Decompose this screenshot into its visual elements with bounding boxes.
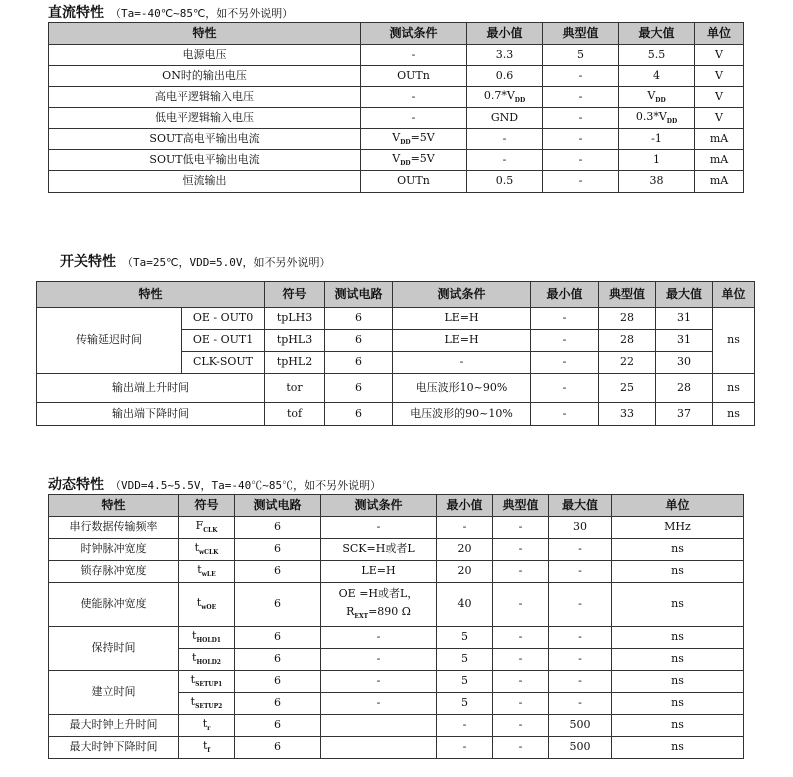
sw-header-cond: 测试条件 xyxy=(393,282,531,308)
dyn-circ: 6 xyxy=(235,627,321,649)
dyn-unit: ns xyxy=(612,539,744,561)
dc-table xyxy=(48,22,744,193)
dyn-header-param: 特性 xyxy=(49,495,179,517)
dyn-header-circ: 测试电路 xyxy=(235,495,321,517)
sw-header-unit: 单位 xyxy=(713,282,755,308)
dc-max: 38 xyxy=(619,171,695,193)
sw-delay-label: 传输延迟时间 xyxy=(37,308,182,374)
dc-header-typ: 典型值 xyxy=(543,23,619,45)
sw-delay-unit: ns xyxy=(713,308,755,374)
dyn-circ: 6 xyxy=(235,671,321,693)
dc-cond: - xyxy=(361,108,467,129)
dc-cond-tail: =5V xyxy=(410,151,435,165)
sw-sym: tpLH3 xyxy=(265,308,325,330)
table-row xyxy=(49,87,744,108)
dc-max-sub: DD xyxy=(666,117,678,125)
dyn-cond-sub: EXT xyxy=(354,613,369,621)
table-row xyxy=(49,715,744,737)
dc-title: 直流特性 xyxy=(48,5,104,21)
sw-fall-unit: ns xyxy=(713,403,755,426)
dyn-max: - xyxy=(549,671,612,693)
sw-fall-typ: 33 xyxy=(599,403,656,426)
table-row xyxy=(49,108,744,129)
table-row xyxy=(49,561,744,583)
dyn-cond: - xyxy=(321,649,437,671)
sw-cond: LE=H xyxy=(393,330,531,352)
dyn-unit: ns xyxy=(612,583,744,627)
dc-typ: - xyxy=(543,87,619,108)
dyn-circ: 6 xyxy=(235,737,321,759)
dc-param: ON时的输出电压 xyxy=(49,66,361,87)
sw-header-param: 特性 xyxy=(37,282,265,308)
dyn-cond-line1: OE =H或者L， xyxy=(338,587,419,601)
dyn-min: - xyxy=(437,715,493,737)
dyn-typ: - xyxy=(493,737,549,759)
sw-table xyxy=(36,281,755,426)
dyn-cond: - xyxy=(321,627,437,649)
dc-header-max: 最大值 xyxy=(619,23,695,45)
dc-cond: - xyxy=(361,45,467,66)
dyn-unit: ns xyxy=(612,561,744,583)
sw-typ: 28 xyxy=(599,308,656,330)
dc-typ: - xyxy=(543,108,619,129)
dc-param: 高电平逻辑输入电压 xyxy=(49,87,361,108)
dc-unit: mA xyxy=(695,171,744,193)
table-row xyxy=(49,583,744,627)
sw-fall-sym: tof xyxy=(265,403,325,426)
sw-header-min: 最小值 xyxy=(531,282,599,308)
sw-rise-unit: ns xyxy=(713,374,755,403)
sw-fall-cond: 电压波形的90~10% xyxy=(393,403,531,426)
dyn-max: 30 xyxy=(549,517,612,539)
dyn-sym-sub: wOE xyxy=(201,604,217,612)
dc-typ: - xyxy=(543,150,619,171)
dc-cond-text: V xyxy=(392,130,401,144)
dc-header-min: 最小值 xyxy=(467,23,543,45)
dyn-max: - xyxy=(549,693,612,715)
dyn-typ: - xyxy=(493,649,549,671)
sw-max: 31 xyxy=(656,308,713,330)
dyn-section-title xyxy=(48,474,381,494)
dyn-note: （VDD=4.5~5.5V，Ta=-40℃~85℃，如不另外说明） xyxy=(110,479,382,492)
dyn-max: 500 xyxy=(549,715,612,737)
dc-cond: - xyxy=(361,87,467,108)
dc-min: - xyxy=(467,150,543,171)
dyn-min: 5 xyxy=(437,649,493,671)
dyn-min: - xyxy=(437,737,493,759)
table-row xyxy=(37,308,755,330)
dyn-max: - xyxy=(549,649,612,671)
dc-max: 4 xyxy=(619,66,695,87)
sw-circ: 6 xyxy=(325,308,393,330)
sw-sym: tpHL2 xyxy=(265,352,325,374)
dyn-sym-sub: SETUP2 xyxy=(195,703,223,711)
dc-unit: mA xyxy=(695,129,744,150)
dyn-sym-sub: SETUP1 xyxy=(195,681,223,689)
dc-max: -1 xyxy=(619,129,695,150)
dc-typ: - xyxy=(543,129,619,150)
dyn-typ: - xyxy=(493,627,549,649)
dyn-cond: - xyxy=(321,517,437,539)
dyn-cond: - xyxy=(321,693,437,715)
dyn-sym-sub: wCLK xyxy=(199,549,219,557)
dc-header-cond: 测试条件 xyxy=(361,23,467,45)
dyn-typ: - xyxy=(493,715,549,737)
dyn-header-cond: 测试条件 xyxy=(321,495,437,517)
sw-section-title xyxy=(60,251,330,271)
dc-cond: OUTn xyxy=(361,171,467,193)
dyn-sym xyxy=(179,627,235,649)
dyn-param: 串行数据传输频率 xyxy=(49,517,179,539)
dc-max-text: V xyxy=(647,88,656,102)
table-row xyxy=(49,171,744,193)
dyn-sym-sub: wLE xyxy=(201,571,216,579)
dc-param: 恒流输出 xyxy=(49,171,361,193)
sw-rise-circ: 6 xyxy=(325,374,393,403)
dyn-table xyxy=(48,494,744,759)
dyn-sym xyxy=(179,583,235,627)
sw-rise-cond: 电压波形10~90% xyxy=(393,374,531,403)
dc-unit: mA xyxy=(695,150,744,171)
dc-cond xyxy=(361,129,467,150)
table-row xyxy=(49,129,744,150)
dc-unit: V xyxy=(695,66,744,87)
dc-max: 5.5 xyxy=(619,45,695,66)
dyn-param: 最大时钟上升时间 xyxy=(49,715,179,737)
dc-min-sub: DD xyxy=(514,96,526,104)
sw-fall-circ: 6 xyxy=(325,403,393,426)
table-row xyxy=(49,45,744,66)
sw-cond: - xyxy=(393,352,531,374)
sw-min: - xyxy=(531,352,599,374)
dyn-sym-text: t xyxy=(192,651,197,665)
dyn-sym-text: t xyxy=(197,563,202,577)
sw-sub: OE - OUT1 xyxy=(182,330,265,352)
dyn-min: 20 xyxy=(437,539,493,561)
dyn-circ: 6 xyxy=(235,561,321,583)
table-row xyxy=(49,737,744,759)
sw-max: 30 xyxy=(656,352,713,374)
dc-note: （Ta=-40℃~85℃，如不另外说明） xyxy=(110,7,294,20)
dyn-cond xyxy=(321,737,437,759)
sw-rise-sym: tor xyxy=(265,374,325,403)
dc-max xyxy=(619,108,695,129)
dyn-circ: 6 xyxy=(235,715,321,737)
dc-unit: V xyxy=(695,87,744,108)
dyn-hold-label: 保持时间 xyxy=(49,627,179,671)
dc-min: 0.5 xyxy=(467,171,543,193)
dyn-circ: 6 xyxy=(235,539,321,561)
dc-section-title xyxy=(48,2,293,22)
table-row xyxy=(37,403,755,426)
sw-sub: OE - OUT0 xyxy=(182,308,265,330)
dyn-header-max: 最大值 xyxy=(549,495,612,517)
dc-param: 电源电压 xyxy=(49,45,361,66)
dyn-sym-text: F xyxy=(195,519,204,533)
dyn-header-typ: 典型值 xyxy=(493,495,549,517)
dyn-cond: - xyxy=(321,671,437,693)
dyn-unit: ns xyxy=(612,671,744,693)
dyn-param: 时钟脉冲宽度 xyxy=(49,539,179,561)
dc-typ: - xyxy=(543,66,619,87)
dyn-title: 动态特性 xyxy=(48,477,104,493)
sw-circ: 6 xyxy=(325,330,393,352)
dyn-header-sym: 符号 xyxy=(179,495,235,517)
dyn-unit: ns xyxy=(612,627,744,649)
dc-min: 0.6 xyxy=(467,66,543,87)
dyn-min: - xyxy=(437,517,493,539)
table-row xyxy=(49,671,744,693)
sw-min: - xyxy=(531,330,599,352)
sw-header-typ: 典型值 xyxy=(599,282,656,308)
dyn-unit: ns xyxy=(612,649,744,671)
dyn-setup-label: 建立时间 xyxy=(49,671,179,715)
dyn-typ: - xyxy=(493,517,549,539)
dyn-sym xyxy=(179,737,235,759)
dyn-max: - xyxy=(549,539,612,561)
sw-min: - xyxy=(531,308,599,330)
sw-typ: 22 xyxy=(599,352,656,374)
dc-max xyxy=(619,87,695,108)
dyn-max: 500 xyxy=(549,737,612,759)
dyn-sym xyxy=(179,671,235,693)
dyn-unit: MHz xyxy=(612,517,744,539)
sw-header-max: 最大值 xyxy=(656,282,713,308)
dyn-sym xyxy=(179,715,235,737)
dyn-typ: - xyxy=(493,561,549,583)
sw-fall-param: 输出端下降时间 xyxy=(37,403,265,426)
dyn-sym-text: t xyxy=(202,717,208,731)
dyn-sym-sub: CLK xyxy=(203,527,218,535)
dc-min-text: 0.7*V xyxy=(483,88,515,102)
table-row xyxy=(49,627,744,649)
table-row xyxy=(49,66,744,87)
dyn-typ: - xyxy=(493,583,549,627)
dyn-sym-text: t xyxy=(196,596,202,610)
dc-min: GND xyxy=(467,108,543,129)
dc-min xyxy=(467,87,543,108)
sw-rise-max: 28 xyxy=(656,374,713,403)
dc-cond-text: V xyxy=(392,151,401,165)
dyn-min: 20 xyxy=(437,561,493,583)
dc-param: SOUT低电平输出电流 xyxy=(49,150,361,171)
dc-cond: OUTn xyxy=(361,66,467,87)
dc-param: 低电平逻辑输入电压 xyxy=(49,108,361,129)
sw-cond: LE=H xyxy=(393,308,531,330)
dyn-circ: 6 xyxy=(235,693,321,715)
dc-unit: V xyxy=(695,108,744,129)
dyn-sym xyxy=(179,649,235,671)
dyn-param: 使能脉冲宽度 xyxy=(49,583,179,627)
dyn-sym xyxy=(179,539,235,561)
dyn-cond-tail: =890 Ω xyxy=(368,605,411,619)
dc-max-sub: DD xyxy=(655,96,666,104)
sw-rise-min: - xyxy=(531,374,599,403)
dyn-sym-text: t xyxy=(202,739,208,753)
dc-min: - xyxy=(467,129,543,150)
dyn-sym-sub: HOLD2 xyxy=(196,659,221,667)
dyn-max: - xyxy=(549,583,612,627)
sw-header-sym: 符号 xyxy=(265,282,325,308)
dyn-sym-text: t xyxy=(190,673,196,687)
dyn-param: 锁存脉冲宽度 xyxy=(49,561,179,583)
dyn-sym-text: t xyxy=(194,541,200,555)
dyn-sym-text: t xyxy=(192,629,197,643)
dc-typ: 5 xyxy=(543,45,619,66)
dc-header-param: 特性 xyxy=(49,23,361,45)
sw-sym: tpHL3 xyxy=(265,330,325,352)
dyn-sym-text: t xyxy=(190,695,196,709)
sw-note: （Ta=25℃，VDD=5.0V，如不另外说明） xyxy=(122,256,331,269)
dyn-min: 5 xyxy=(437,693,493,715)
dc-cond-sub: DD xyxy=(400,159,411,167)
dyn-unit: ns xyxy=(612,737,744,759)
dc-max-text: 0.3*V xyxy=(635,109,667,123)
sw-rise-typ: 25 xyxy=(599,374,656,403)
dyn-header-min: 最小值 xyxy=(437,495,493,517)
dyn-sym xyxy=(179,517,235,539)
dc-min: 3.3 xyxy=(467,45,543,66)
dyn-typ: - xyxy=(493,693,549,715)
dyn-sym-sub: HOLD1 xyxy=(196,637,221,645)
dyn-cond: SCK=H或者L xyxy=(321,539,437,561)
dyn-unit: ns xyxy=(612,693,744,715)
dyn-sym-sub: f xyxy=(207,747,210,755)
dyn-header-unit: 单位 xyxy=(612,495,744,517)
sw-sub: CLK-SOUT xyxy=(182,352,265,374)
dc-cond-tail: =5V xyxy=(410,130,435,144)
sw-max: 31 xyxy=(656,330,713,352)
dyn-typ: - xyxy=(493,539,549,561)
dyn-min: 5 xyxy=(437,671,493,693)
dyn-max: - xyxy=(549,561,612,583)
dyn-max: - xyxy=(549,627,612,649)
dyn-param: 最大时钟下降时间 xyxy=(49,737,179,759)
table-row xyxy=(37,374,755,403)
dyn-min: 5 xyxy=(437,627,493,649)
dc-header-unit: 单位 xyxy=(695,23,744,45)
dyn-cond: LE=H xyxy=(321,561,437,583)
sw-fall-max: 37 xyxy=(656,403,713,426)
table-row xyxy=(49,539,744,561)
dyn-cond xyxy=(321,715,437,737)
dyn-cond xyxy=(321,583,437,627)
dc-param: SOUT高电平输出电流 xyxy=(49,129,361,150)
table-row xyxy=(49,150,744,171)
dc-cond-sub: DD xyxy=(400,138,411,146)
sw-circ: 6 xyxy=(325,352,393,374)
dc-unit: V xyxy=(695,45,744,66)
dyn-min: 40 xyxy=(437,583,493,627)
dyn-circ: 6 xyxy=(235,583,321,627)
dyn-unit: ns xyxy=(612,715,744,737)
dyn-circ: 6 xyxy=(235,517,321,539)
dyn-typ: - xyxy=(493,671,549,693)
dyn-circ: 6 xyxy=(235,649,321,671)
dyn-sym-sub: r xyxy=(207,725,211,733)
dc-max: 1 xyxy=(619,150,695,171)
dyn-cond-line2 xyxy=(321,606,436,621)
dc-typ: - xyxy=(543,171,619,193)
dc-cond xyxy=(361,150,467,171)
sw-typ: 28 xyxy=(599,330,656,352)
sw-title: 开关特性 xyxy=(60,254,116,270)
sw-header-circ: 测试电路 xyxy=(325,282,393,308)
dyn-sym xyxy=(179,693,235,715)
table-row xyxy=(49,517,744,539)
dyn-cond-text: R xyxy=(346,605,355,619)
dyn-sym xyxy=(179,561,235,583)
sw-fall-min: - xyxy=(531,403,599,426)
sw-rise-param: 输出端上升时间 xyxy=(37,374,265,403)
